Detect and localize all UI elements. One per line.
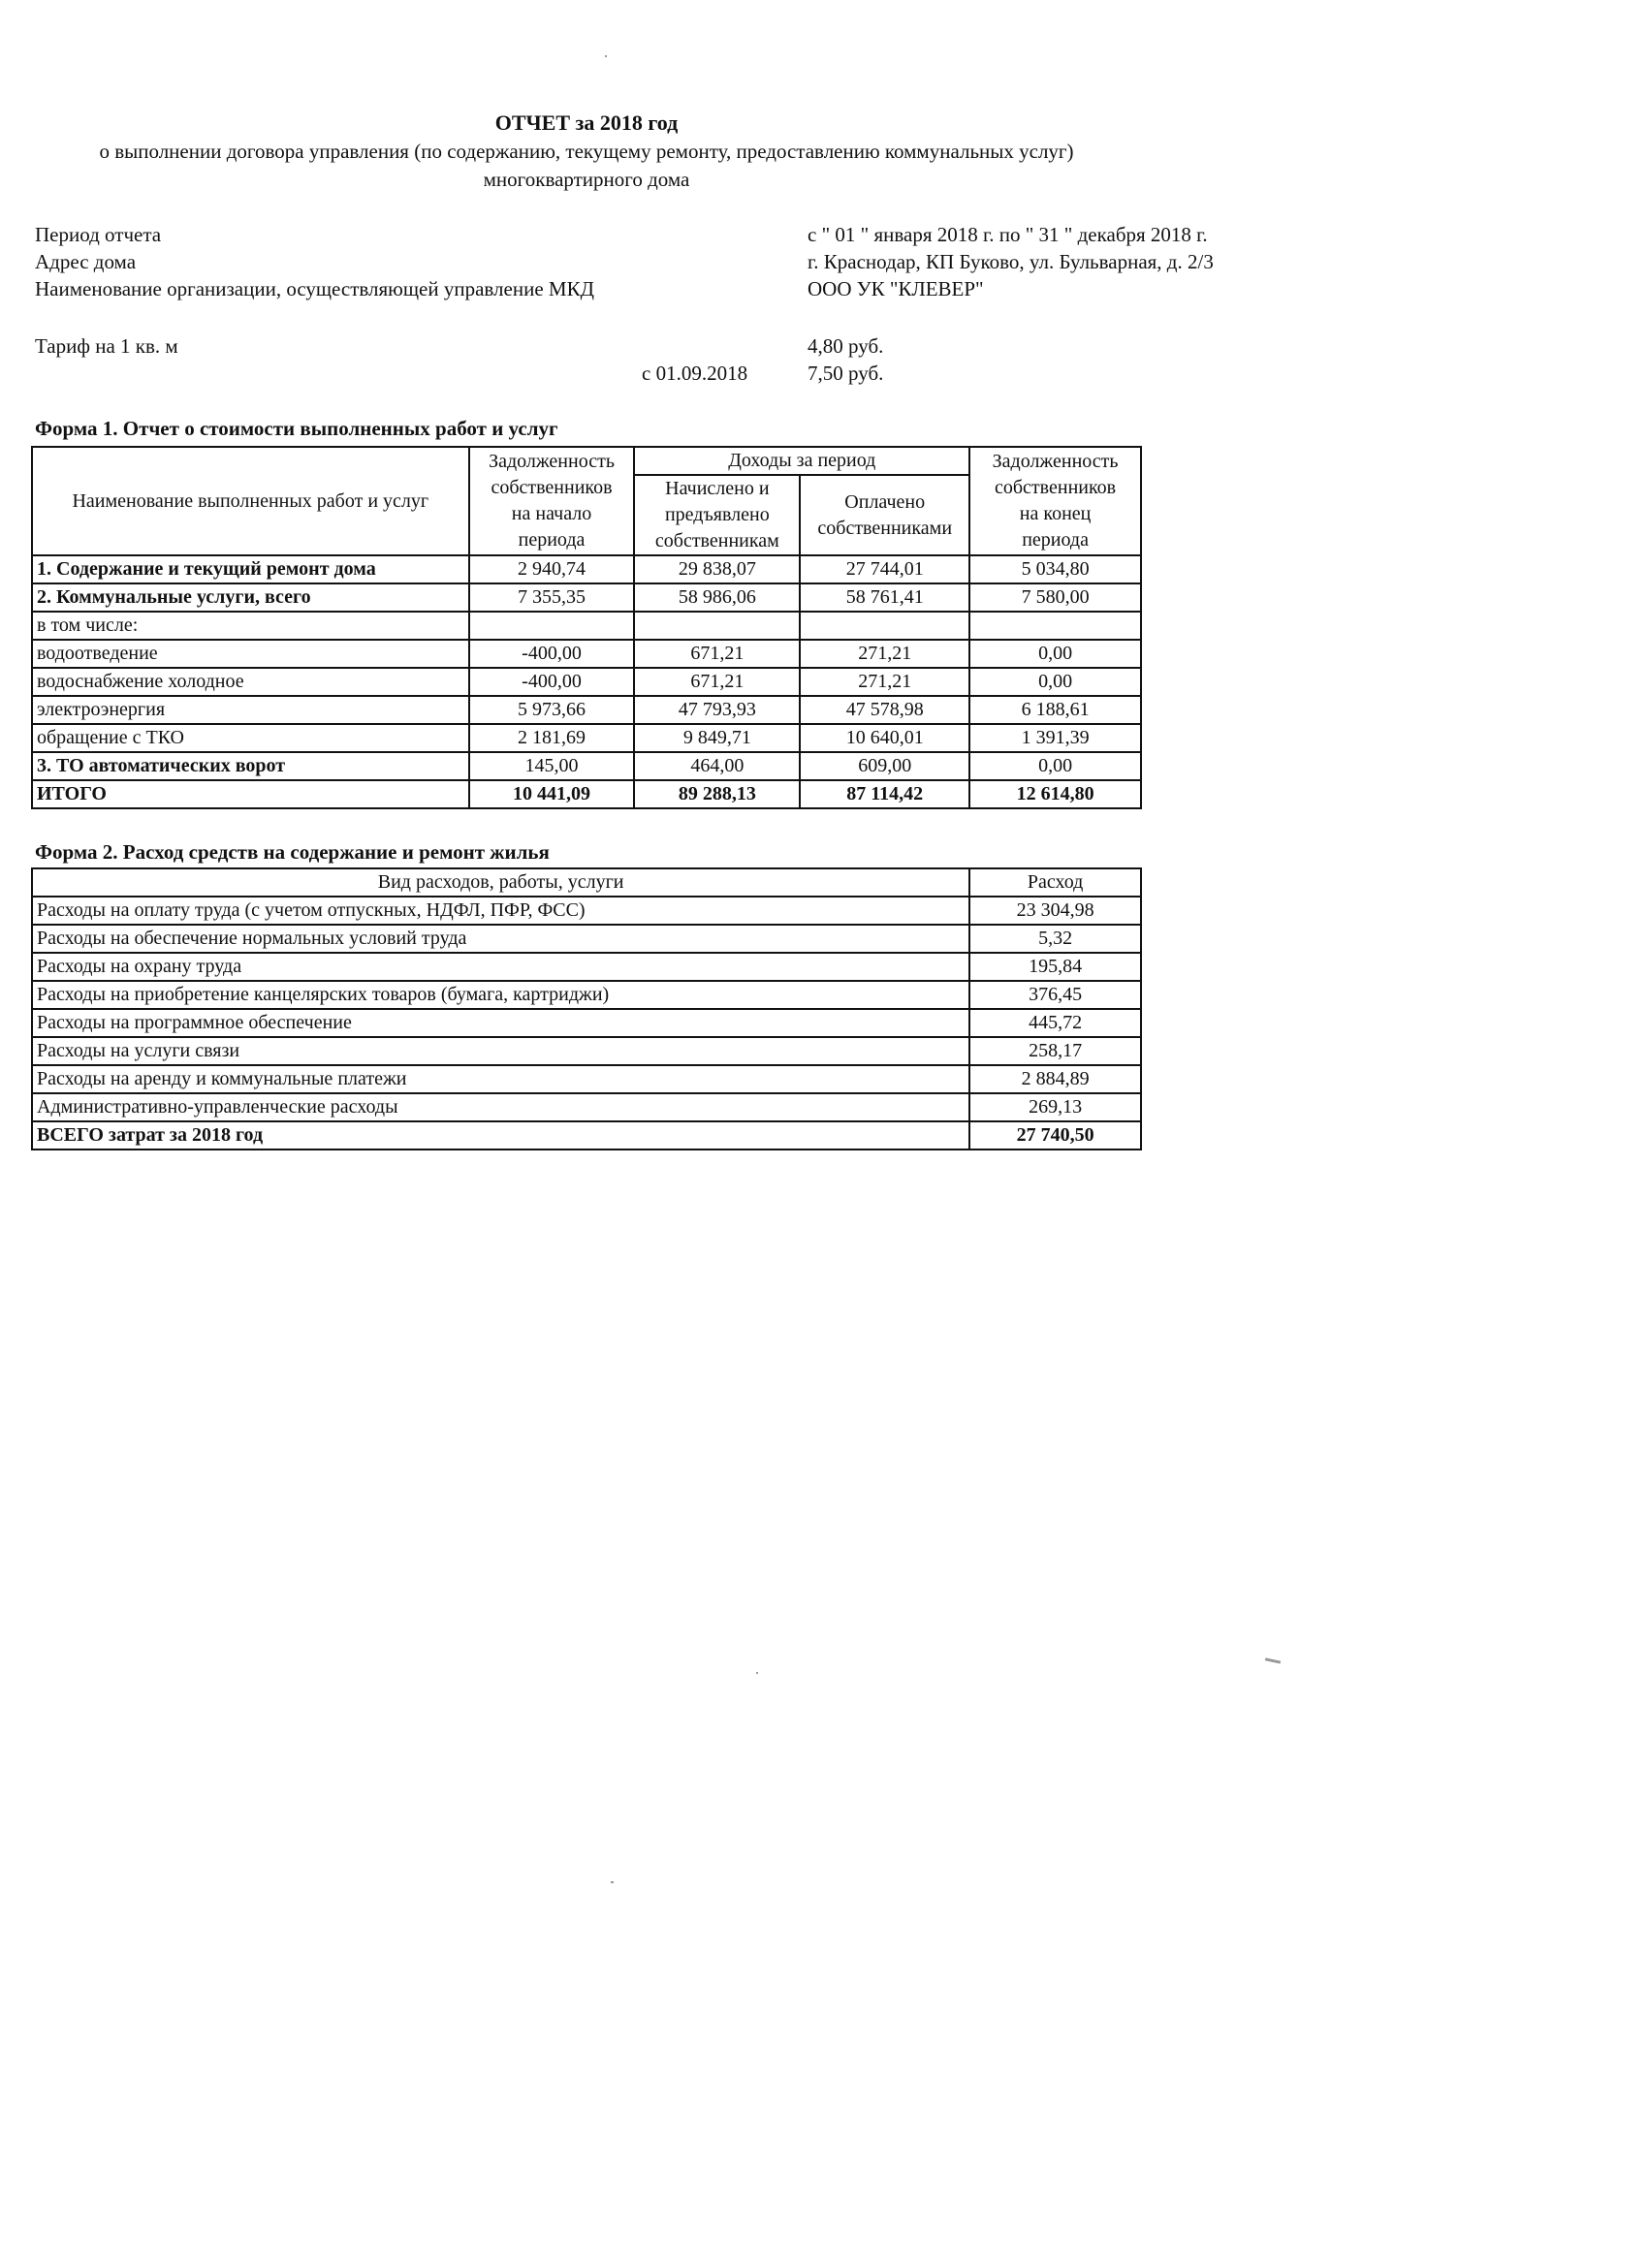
form1-row <box>32 668 1141 696</box>
row-debt-end: 6 188,61 <box>969 696 1141 724</box>
row-paid <box>800 612 969 640</box>
period-label: Период отчета <box>35 223 162 246</box>
header-debt-start: Задолженность собственников на начало периода <box>469 447 635 555</box>
row-debt-end: 1 391,39 <box>969 724 1141 752</box>
expense-amount: 23 304,98 <box>969 897 1141 925</box>
header-expense-type: Вид расходов, работы, услуги <box>32 868 969 897</box>
row-debt-end: 5 034,80 <box>969 555 1141 583</box>
expense-amount: 5,32 <box>969 925 1141 953</box>
tariff-value-2: 7,50 руб. <box>808 362 884 385</box>
form1-row <box>32 555 1141 583</box>
report-subtitle-2: многоквартирного дома <box>483 168 690 191</box>
expense-name: Расходы на обеспечение нормальных условий труда <box>32 925 969 953</box>
row-debt-end: 0,00 <box>969 668 1141 696</box>
form2-row <box>32 925 1141 953</box>
address-label: Адрес дома <box>35 250 137 273</box>
form2-row <box>32 897 1141 925</box>
row-debt-end: 12 614,80 <box>969 780 1141 808</box>
info-values <box>808 221 1214 302</box>
expense-name: Расходы на оплату труда (с учетом отпускных, НДФЛ, ПФР, ФСС) <box>32 897 969 925</box>
row-debt-start: 145,00 <box>469 752 635 780</box>
row-debt-end: 0,00 <box>969 640 1141 668</box>
expense-name: Расходы на программное обеспечение <box>32 1009 969 1037</box>
form2-table <box>31 867 1142 1150</box>
row-paid: 47 578,98 <box>800 696 969 724</box>
expense-name: Расходы на аренду и коммунальные платежи <box>32 1065 969 1093</box>
form1-row <box>32 640 1141 668</box>
row-paid: 10 640,01 <box>800 724 969 752</box>
form1-table <box>31 446 1142 809</box>
form2-row <box>32 981 1141 1009</box>
row-charged: 47 793,93 <box>634 696 800 724</box>
org-value: ООО УК "КЛЕВЕР" <box>808 277 984 300</box>
row-name: электроэнергия <box>32 696 469 724</box>
form1-row <box>32 612 1141 640</box>
row-name: ИТОГО <box>32 780 469 808</box>
expense-amount: 376,45 <box>969 981 1141 1009</box>
row-debt-start: -400,00 <box>469 668 635 696</box>
row-name: 3. ТО автоматических ворот <box>32 752 469 780</box>
row-charged: 58 986,06 <box>634 583 800 612</box>
row-name: водоотведение <box>32 640 469 668</box>
form1-title: Форма 1. Отчет о стоимости выполненных работ и услуг <box>35 417 558 440</box>
header-debt-end: Задолженность собственников на конец периода <box>969 447 1141 555</box>
row-debt-end: 7 580,00 <box>969 583 1141 612</box>
form1-row <box>32 724 1141 752</box>
form1-row <box>32 696 1141 724</box>
address-value: г. Краснодар, КП Буково, ул. Бульварная, д. 2/3 <box>808 250 1214 273</box>
row-debt-start: 10 441,09 <box>469 780 635 808</box>
row-name: обращение с ТКО <box>32 724 469 752</box>
header-charged: Начислено и предъявлено собственникам <box>634 475 800 555</box>
row-debt-start: 7 355,35 <box>469 583 635 612</box>
row-charged: 671,21 <box>634 668 800 696</box>
row-name: 2. Коммунальные услуги, всего <box>32 583 469 612</box>
row-paid: 609,00 <box>800 752 969 780</box>
row-paid: 87 114,42 <box>800 780 969 808</box>
row-name: 1. Содержание и текущий ремонт дома <box>32 555 469 583</box>
row-paid: 58 761,41 <box>800 583 969 612</box>
row-paid: 271,21 <box>800 668 969 696</box>
row-paid: 271,21 <box>800 640 969 668</box>
report-title: ОТЧЕТ за 2018 год <box>494 110 679 135</box>
period-value: с " 01 " января 2018 г. по " 31 " декабря 2018 г. <box>808 223 1208 246</box>
header-expense-amount: Расход <box>969 868 1141 897</box>
form2-row <box>32 953 1141 981</box>
expense-amount: 269,13 <box>969 1093 1141 1121</box>
scan-speck <box>1265 1657 1281 1663</box>
scan-speck <box>605 55 607 57</box>
scan-speck <box>611 1881 614 1883</box>
row-debt-start <box>469 612 635 640</box>
expense-name: Расходы на приобретение канцелярских товаров (бумага, картриджи) <box>32 981 969 1009</box>
form1-row <box>32 583 1141 612</box>
form2-row <box>32 1121 1141 1150</box>
form2-row <box>32 1065 1141 1093</box>
tariff-value-1: 4,80 руб. <box>808 334 884 358</box>
expense-name: Расходы на охрану труда <box>32 953 969 981</box>
row-charged: 29 838,07 <box>634 555 800 583</box>
expense-name: Административно-управленческие расходы <box>32 1093 969 1121</box>
info-labels <box>35 221 594 302</box>
scan-speck <box>756 1672 758 1674</box>
header-paid: Оплачено собственниками <box>800 475 969 555</box>
form2-row <box>32 1009 1141 1037</box>
form1-row <box>32 780 1141 808</box>
header-name: Наименование выполненных работ и услуг <box>32 447 469 555</box>
row-charged: 464,00 <box>634 752 800 780</box>
row-charged: 9 849,71 <box>634 724 800 752</box>
row-name: водоснабжение холодное <box>32 668 469 696</box>
org-label: Наименование организации, осуществляющей управление МКД <box>35 277 594 300</box>
tariff-label: Тариф на 1 кв. м <box>35 334 178 358</box>
row-debt-end <box>969 612 1141 640</box>
form2-title: Форма 2. Расход средств на содержание и ремонт жилья <box>35 840 550 864</box>
expense-amount: 445,72 <box>969 1009 1141 1037</box>
form2-row <box>32 1093 1141 1121</box>
form1-row <box>32 752 1141 780</box>
header-income: Доходы за период <box>634 447 969 475</box>
expense-amount: 2 884,89 <box>969 1065 1141 1093</box>
row-charged: 89 288,13 <box>634 780 800 808</box>
row-paid: 27 744,01 <box>800 555 969 583</box>
row-debt-start: 5 973,66 <box>469 696 635 724</box>
expense-amount: 27 740,50 <box>969 1121 1141 1150</box>
expense-amount: 258,17 <box>969 1037 1141 1065</box>
form2-row <box>32 1037 1141 1065</box>
row-charged <box>634 612 800 640</box>
tariff-from: с 01.09.2018 <box>642 362 748 385</box>
row-debt-end: 0,00 <box>969 752 1141 780</box>
expense-name: ВСЕГО затрат за 2018 год <box>32 1121 969 1150</box>
expense-amount: 195,84 <box>969 953 1141 981</box>
row-debt-start: 2 940,74 <box>469 555 635 583</box>
report-subtitle: о выполнении договора управления (по содержанию, текущему ремонту, предоставлению коммунальных услуг) <box>99 140 1074 163</box>
expense-name: Расходы на услуги связи <box>32 1037 969 1065</box>
row-debt-start: 2 181,69 <box>469 724 635 752</box>
row-name: в том числе: <box>32 612 469 640</box>
row-charged: 671,21 <box>634 640 800 668</box>
report-header <box>0 109 1173 194</box>
row-debt-start: -400,00 <box>469 640 635 668</box>
